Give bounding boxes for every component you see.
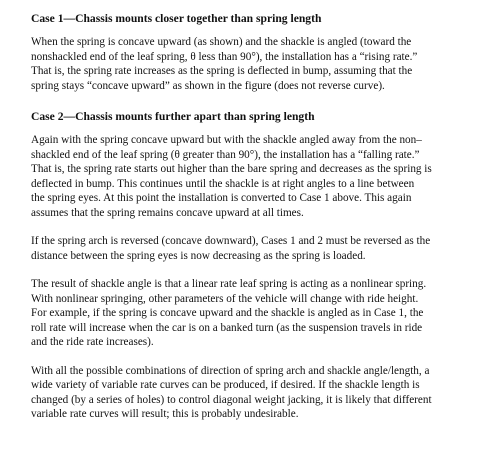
spacer: [31, 93, 487, 110]
paragraph-line: assumes that the spring remains concave upward at all times.: [31, 206, 304, 219]
paragraph-line: That is, the spring rate starts out higher than the bare spring and decreases as the spring is: [31, 163, 432, 175]
reversed-arch-paragraph: [31, 234, 487, 263]
case-1-paragraph: [31, 35, 487, 93]
paragraph-line: spring stays “concave upward” as shown in the figure (does not reverse curve).: [31, 79, 385, 92]
paragraph-line: distance between the spring eyes is now decreasing as the spring is loaded.: [31, 249, 366, 262]
paragraph-line: roll rate will increase when the car is on a banked turn (as the suspension travels in ride: [31, 321, 423, 334]
spacer: [31, 263, 487, 277]
spacer: [31, 220, 487, 234]
paragraph-line: Again with the spring concave upward but with the shackle angled away from the non–: [31, 134, 422, 146]
paragraph-line: variable rate curves will result; this is probably undesirable.: [31, 408, 299, 420]
paragraph-line: For example, if the spring is concave upward and the shackle is angled as in Case 1, the: [31, 307, 424, 319]
paragraph-line: nonshackled end of the leaf spring, θ less than 90°), the installation has a “rising rate.”: [31, 50, 418, 63]
nonlinear-spring-paragraph: [31, 277, 487, 350]
paragraph-line: If the spring arch is reversed (concave downward), Cases 1 and 2 must be reversed as the: [31, 235, 431, 247]
case-2-heading: Case 2—Chassis mounts further apart than spring length: [31, 110, 315, 123]
case-2-paragraph: [31, 133, 487, 220]
paragraph-line: wide variety of variable rate curves can be produced, if desired. If the shackle length is: [31, 379, 420, 391]
paragraph-line: With all the possible combinations of direction of spring arch and shackle angle/length, a: [31, 364, 430, 377]
case-1-heading: Case 1—Chassis mounts closer together than spring length: [31, 12, 322, 25]
paragraph-line: the spring eyes. At this point the installation is converted to Case 1 above. This again: [31, 192, 412, 204]
paragraph-line: changed (by a series of holes) to control diagonal weight jacking, it is likely that different: [31, 393, 432, 406]
paragraph-line: With nonlinear springing, other parameters of the vehicle will change with ride height.: [31, 292, 419, 305]
paragraph-line: deflected in bump. This continues until the shackle is at right angles to a line between: [31, 177, 415, 190]
paragraph-line: shackled end of the leaf spring (θ greater than 90°), the installation has a “falling rate.”: [31, 148, 420, 161]
paragraph-line: That is, the spring rate increases as the spring is deflected in bump, assuming that the: [31, 65, 413, 77]
paragraph-line: and the ride rate increases).: [31, 336, 154, 348]
spacer: [31, 350, 487, 364]
paragraph-line: The result of shackle angle is that a linear rate leaf spring is acting as a nonlinear spring.: [31, 278, 427, 290]
paragraph-line: When the spring is concave upward (as shown) and the shackle is angled (toward the: [31, 36, 412, 48]
combinations-paragraph: [31, 364, 487, 422]
